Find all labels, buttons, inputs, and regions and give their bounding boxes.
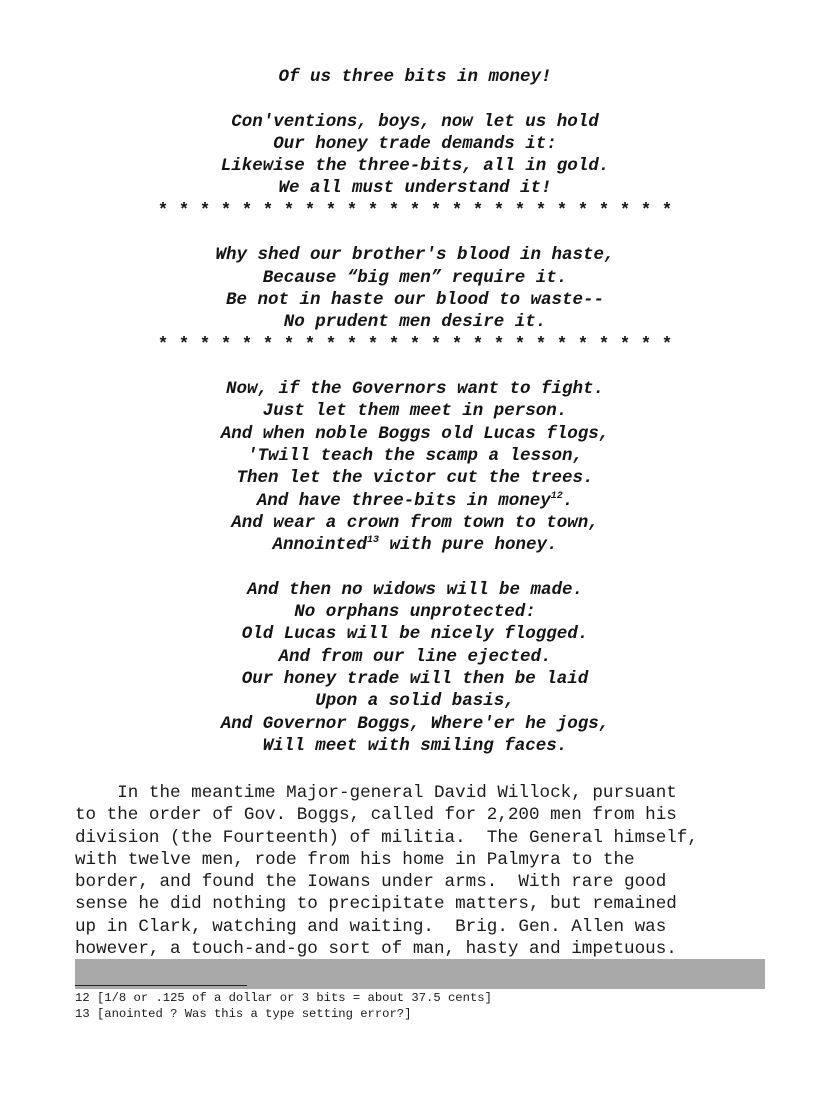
poem-line: Will meet with smiling faces. — [262, 735, 568, 756]
paragraph-line: border, and found the Iowans under arms. With rare good — [75, 872, 667, 893]
poem-line: And wear a crown from town to town, — [231, 512, 599, 533]
paragraph-line: to the order of Gov. Boggs, called for 2,200 men from his — [75, 805, 677, 826]
poem-text: with pure honey. — [379, 535, 558, 556]
poem-line: Old Lucas will be nicely flogged. — [241, 624, 589, 645]
poem-text: Annointed — [272, 535, 367, 556]
poem-line: Upon a solid basis, — [315, 691, 515, 712]
poem-line: No prudent men desire it. — [283, 312, 547, 333]
paragraph-line: with twelve men, rode from his home in Palmyra to the — [75, 849, 635, 870]
poem-line: Our honey trade will then be laid — [241, 669, 589, 690]
poem-line: Now, if the Governors want to fight. — [225, 379, 605, 400]
poem-line: And when noble Boggs old Lucas flogs, — [220, 423, 610, 444]
stanza-divider: * * * * * * * * * * * * * * * * * * * * * * * * * — [157, 334, 673, 355]
footnotes — [75, 991, 492, 1022]
poem-text: And have three-bits in money — [256, 490, 551, 511]
paragraph-line: In the meantime Major-general David Willock, pursuant — [75, 783, 677, 803]
poem-line: Our honey trade demands it: — [273, 133, 557, 154]
body-paragraph — [75, 782, 765, 960]
poem-line: Why shed our brother's blood in haste, — [215, 245, 615, 266]
footnote-12: 12 [1/8 or .125 of a dollar or 3 bits = about 37.5 cents] — [75, 991, 492, 1005]
paragraph-line: sense he did nothing to precipitate matters, but remained — [75, 894, 677, 915]
stanza-divider: * * * * * * * * * * * * * * * * * * * * * * * * * — [157, 200, 673, 221]
footnote-rule — [75, 985, 247, 986]
poem-line: And from our line ejected. — [278, 646, 552, 667]
poem-line: Be not in haste our blood to waste-- — [225, 289, 605, 310]
poem-line: And Governor Boggs, Where'er he jogs, — [220, 713, 610, 734]
footnote-ref-12: 12 — [550, 490, 563, 502]
poem-line — [0, 534, 830, 556]
paragraph-line: division (the Fourteenth) of militia. The General himself, — [75, 827, 698, 848]
poem-line: Con'ventions, boys, now let us hold — [231, 111, 599, 132]
paragraph-line: up in Clark, watching and waiting. Brig. Gen. Allen was — [75, 916, 667, 937]
paragraph-line: however, a touch-and-go sort of man, hasty and impetuous. — [75, 939, 677, 960]
poem-line: Because “big men” require it. — [262, 267, 568, 288]
poem — [0, 66, 830, 757]
poem-line: Then let the victor cut the trees. — [236, 468, 594, 489]
poem-text: . — [562, 490, 574, 511]
footnote-13: 13 [anointed ? Was this a type setting error?] — [75, 1006, 412, 1021]
poem-line: Of us three bits in money! — [278, 67, 552, 87]
poem-line — [0, 490, 830, 512]
poem-line: We all must understand it! — [278, 178, 552, 199]
poem-line: No orphans unprotected: — [294, 602, 536, 623]
footnote-ref-13: 13 — [366, 535, 379, 547]
poem-line: 'Twill teach the scamp a lesson, — [246, 446, 584, 467]
poem-line: And then no widows will be made. — [246, 579, 584, 600]
poem-line: Likewise the three-bits, all in gold. — [220, 156, 610, 177]
poem-line: Just let them meet in person. — [262, 401, 568, 422]
